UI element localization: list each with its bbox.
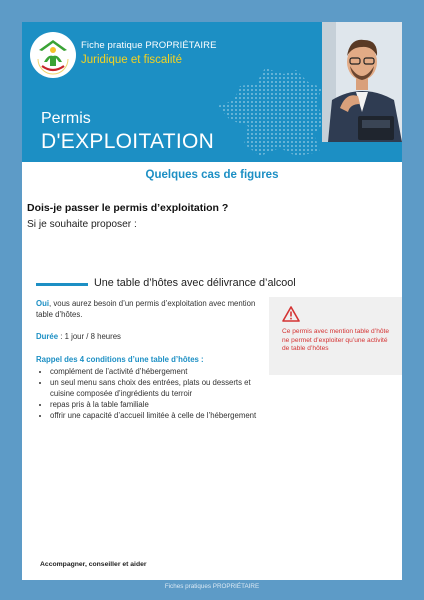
answer-text: , vous aurez besoin d’un permis d’exploitation avec mention table d’hôtes. [36, 299, 256, 319]
list-item: • un seul menu sans choix des entrées, plats ou desserts et cuisine composée d’ingrédients du terroir [50, 377, 264, 399]
answer-bold: Oui [36, 299, 49, 308]
gites-de-france-logo [30, 32, 76, 78]
header-subtitle: Juridique et fiscalité [81, 54, 182, 66]
case-title-divider [36, 283, 88, 286]
section-heading: Quelques cas de figures [145, 169, 279, 181]
list-item: • offrir une capacité d’accueil limitée à celle de l’hébergement [50, 410, 264, 421]
page-title-line1: Permis [41, 110, 91, 127]
duree-label: Durée [36, 332, 59, 341]
duree-value: : 1 jour / 8 heures [58, 332, 121, 341]
list-item: • repas pris à la table familiale [50, 399, 264, 410]
warning-box [269, 297, 402, 375]
propose-text: Si je souhaite proposer : [27, 219, 137, 230]
footer-tagline: Accompagner, conseiller et aider [40, 561, 147, 568]
conditions-list [36, 366, 264, 421]
header-photo [322, 22, 402, 142]
rappel-title: Rappel des 4 conditions d’une table d’hôtes : [36, 355, 204, 364]
man-at-laptop-illustration [322, 22, 402, 142]
warning-text: Ce permis avec mention table d’hôte ne permet d’exploiter qu’une activité de table d’hôtes [282, 328, 390, 353]
case-body [36, 298, 264, 421]
header-banner [22, 22, 402, 162]
page-footer: Fiches pratiques PROPRIÉTAIRE [164, 583, 260, 590]
question-heading: Dois-je passer le permis d’exploitation ? [27, 202, 229, 214]
answer-paragraph [36, 298, 264, 320]
france-map-dots-decoration [210, 64, 330, 160]
warning-triangle-icon [282, 306, 300, 322]
page-title-line2: D'EXPLOITATION [41, 130, 215, 153]
document-page [22, 22, 402, 580]
duree-paragraph [36, 331, 264, 342]
case-title: Une table d’hôtes avec délivrance d’alcool [94, 277, 296, 289]
list-item: • complément de l’activité d’hébergement [50, 366, 264, 377]
header-kicker: Fiche pratique PROPRIÉTAIRE [81, 40, 217, 51]
